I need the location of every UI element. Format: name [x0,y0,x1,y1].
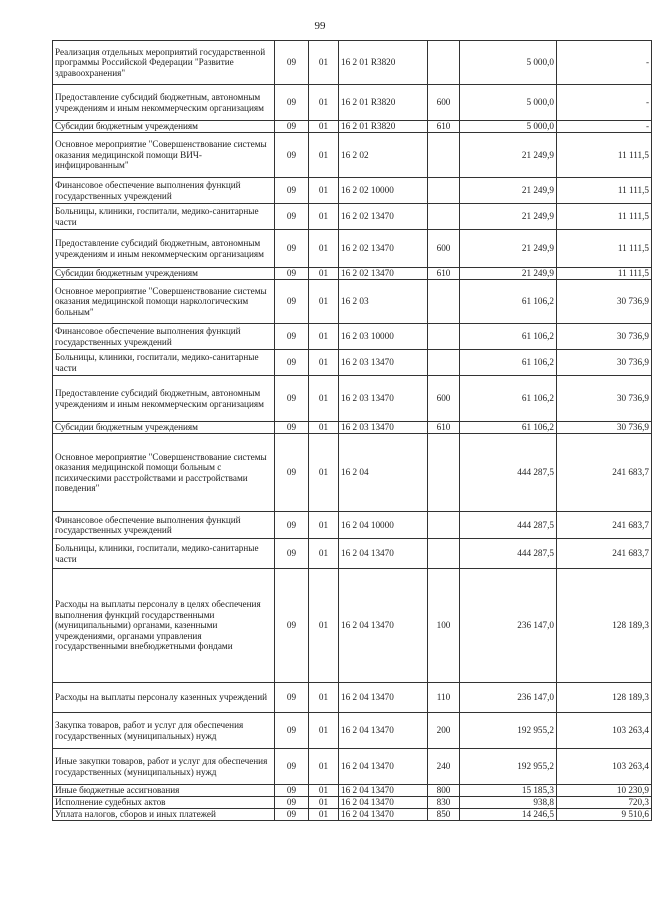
amount-cell-2: 103 263,4 [557,749,652,785]
item-name-cell: Основное мероприятие "Совершенствование системы оказания медицинской помощи больным с психическими расстройствами и расстройствами поведения" [53,434,275,512]
table-row [53,280,652,324]
table-row [53,121,652,133]
budget-table [52,40,652,821]
expense-type-cell [428,324,460,350]
item-name-cell: Иные бюджетные ассигнования [53,785,275,797]
section-code-cell: 09 [275,376,309,422]
amount-cell-1: 444 287,5 [460,434,557,512]
table-row [53,268,652,280]
subsection-code-cell: 01 [309,422,339,434]
amount-cell-1: 14 246,5 [460,809,557,821]
target-article-cell: 16 2 03 13470 [339,422,428,434]
table-row [53,512,652,539]
expense-type-cell [428,512,460,539]
subsection-code-cell: 01 [309,133,339,178]
item-name-cell: Больницы, клиники, госпитали, медико-санитарные части [53,204,275,230]
target-article-cell: 16 2 02 10000 [339,178,428,204]
table-row [53,41,652,85]
table-row [53,683,652,713]
subsection-code-cell: 01 [309,204,339,230]
target-article-cell: 16 2 04 13470 [339,797,428,809]
section-code-cell: 09 [275,713,309,749]
section-code-cell: 09 [275,350,309,376]
item-name-cell: Субсидии бюджетным учреждениям [53,422,275,434]
amount-cell-2: - [557,41,652,85]
target-article-cell: 16 2 02 13470 [339,230,428,268]
amount-cell-1: 15 185,3 [460,785,557,797]
item-name-cell: Исполнение судебных актов [53,797,275,809]
section-code-cell: 09 [275,683,309,713]
section-code-cell: 09 [275,41,309,85]
expense-type-cell [428,204,460,230]
item-name-cell: Финансовое обеспечение выполнения функций государственных учреждений [53,324,275,350]
subsection-code-cell: 01 [309,683,339,713]
amount-cell-2: - [557,121,652,133]
item-name-cell: Субсидии бюджетным учреждениям [53,121,275,133]
expense-type-cell: 600 [428,376,460,422]
table-row [53,350,652,376]
item-name-cell: Больницы, клиники, госпитали, медико-санитарные части [53,539,275,569]
amount-cell-2: 10 230,9 [557,785,652,797]
section-code-cell: 09 [275,512,309,539]
table-row [53,230,652,268]
item-name-cell: Расходы на выплаты персоналу казенных учреждений [53,683,275,713]
target-article-cell: 16 2 04 13470 [339,713,428,749]
amount-cell-2: 9 510,6 [557,809,652,821]
amount-cell-1: 61 106,2 [460,422,557,434]
amount-cell-1: 61 106,2 [460,324,557,350]
section-code-cell: 09 [275,539,309,569]
subsection-code-cell: 01 [309,350,339,376]
expense-type-cell [428,41,460,85]
expense-type-cell [428,350,460,376]
amount-cell-1: 21 249,9 [460,133,557,178]
section-code-cell: 09 [275,230,309,268]
target-article-cell: 16 2 03 [339,280,428,324]
target-article-cell: 16 2 03 13470 [339,350,428,376]
subsection-code-cell: 01 [309,178,339,204]
item-name-cell: Финансовое обеспечение выполнения функций государственных учреждений [53,178,275,204]
section-code-cell: 09 [275,569,309,683]
expense-type-cell: 610 [428,422,460,434]
subsection-code-cell: 01 [309,376,339,422]
item-name-cell: Уплата налогов, сборов и иных платежей [53,809,275,821]
amount-cell-1: 21 249,9 [460,268,557,280]
subsection-code-cell: 01 [309,539,339,569]
amount-cell-1: 21 249,9 [460,230,557,268]
amount-cell-1: 444 287,5 [460,512,557,539]
item-name-cell: Реализация отдельных мероприятий государственной программы Российской Федерации "Развитие здравоохранения" [53,41,275,85]
section-code-cell: 09 [275,797,309,809]
table-row [53,809,652,821]
expense-type-cell: 100 [428,569,460,683]
table-row [53,434,652,512]
amount-cell-1: 61 106,2 [460,376,557,422]
expense-type-cell [428,539,460,569]
subsection-code-cell: 01 [309,569,339,683]
amount-cell-1: 192 955,2 [460,749,557,785]
item-name-cell: Предоставление субсидий бюджетным, автономным учреждениям и иным некоммерческим организациям [53,376,275,422]
table-row [53,324,652,350]
section-code-cell: 09 [275,785,309,797]
amount-cell-2: 30 736,9 [557,376,652,422]
amount-cell-2: 11 111,5 [557,230,652,268]
amount-cell-2: 11 111,5 [557,268,652,280]
amount-cell-2: 128 189,3 [557,569,652,683]
amount-cell-2: 11 111,5 [557,204,652,230]
subsection-code-cell: 01 [309,268,339,280]
expense-type-cell [428,280,460,324]
section-code-cell: 09 [275,809,309,821]
amount-cell-2: - [557,85,652,121]
amount-cell-1: 192 955,2 [460,713,557,749]
target-article-cell: 16 2 02 13470 [339,204,428,230]
item-name-cell: Закупка товаров, работ и услуг для обеспечения государственных (муниципальных) нужд [53,713,275,749]
section-code-cell: 09 [275,749,309,785]
expense-type-cell: 200 [428,713,460,749]
subsection-code-cell: 01 [309,713,339,749]
amount-cell-2: 30 736,9 [557,324,652,350]
subsection-code-cell: 01 [309,324,339,350]
subsection-code-cell: 01 [309,749,339,785]
amount-cell-1: 444 287,5 [460,539,557,569]
expense-type-cell: 610 [428,268,460,280]
table-row [53,133,652,178]
table-row [53,797,652,809]
subsection-code-cell: 01 [309,785,339,797]
section-code-cell: 09 [275,121,309,133]
item-name-cell: Иные закупки товаров, работ и услуг для обеспечения государственных (муниципальных) нужд [53,749,275,785]
table-row [53,178,652,204]
expense-type-cell [428,133,460,178]
table-row [53,539,652,569]
expense-type-cell: 850 [428,809,460,821]
expense-type-cell: 800 [428,785,460,797]
amount-cell-1: 21 249,9 [460,178,557,204]
section-code-cell: 09 [275,422,309,434]
item-name-cell: Предоставление субсидий бюджетным, автономным учреждениям и иным некоммерческим организациям [53,85,275,121]
target-article-cell: 16 2 04 10000 [339,512,428,539]
amount-cell-1: 61 106,2 [460,350,557,376]
amount-cell-2: 103 263,4 [557,713,652,749]
amount-cell-1: 236 147,0 [460,569,557,683]
table-row [53,422,652,434]
subsection-code-cell: 01 [309,434,339,512]
section-code-cell: 09 [275,204,309,230]
section-code-cell: 09 [275,85,309,121]
amount-cell-2: 720,3 [557,797,652,809]
table-row [53,204,652,230]
expense-type-cell: 830 [428,797,460,809]
amount-cell-2: 11 111,5 [557,133,652,178]
target-article-cell: 16 2 02 [339,133,428,178]
subsection-code-cell: 01 [309,280,339,324]
item-name-cell: Расходы на выплаты персоналу в целях обеспечения выполнения функций государственными (муниципальными) органами, казенными учреждениями, органами управления государственными внебюджетными фондами [53,569,275,683]
amount-cell-1: 938,8 [460,797,557,809]
expense-type-cell: 600 [428,85,460,121]
table-row [53,569,652,683]
expense-type-cell: 600 [428,230,460,268]
target-article-cell: 16 2 02 13470 [339,268,428,280]
amount-cell-2: 241 683,7 [557,512,652,539]
section-code-cell: 09 [275,324,309,350]
page-number: 99 [314,20,326,32]
item-name-cell: Основное мероприятие "Совершенствование системы оказания медицинской помощи ВИЧ-инфицированным" [53,133,275,178]
table-row [53,785,652,797]
amount-cell-2: 241 683,7 [557,434,652,512]
expense-type-cell [428,434,460,512]
amount-cell-1: 236 147,0 [460,683,557,713]
table-row [53,713,652,749]
table-row [53,749,652,785]
target-article-cell: 16 2 04 13470 [339,683,428,713]
target-article-cell: 16 2 01 R3820 [339,41,428,85]
subsection-code-cell: 01 [309,230,339,268]
subsection-code-cell: 01 [309,797,339,809]
subsection-code-cell: 01 [309,85,339,121]
item-name-cell: Финансовое обеспечение выполнения функций государственных учреждений [53,512,275,539]
amount-cell-2: 241 683,7 [557,539,652,569]
target-article-cell: 16 2 01 R3820 [339,121,428,133]
amount-cell-2: 30 736,9 [557,422,652,434]
subsection-code-cell: 01 [309,512,339,539]
section-code-cell: 09 [275,280,309,324]
subsection-code-cell: 01 [309,809,339,821]
budget-table-body [53,41,652,821]
amount-cell-2: 30 736,9 [557,350,652,376]
amount-cell-2: 11 111,5 [557,178,652,204]
target-article-cell: 16 2 04 13470 [339,749,428,785]
target-article-cell: 16 2 03 13470 [339,376,428,422]
target-article-cell: 16 2 04 13470 [339,539,428,569]
amount-cell-1: 5 000,0 [460,85,557,121]
amount-cell-2: 128 189,3 [557,683,652,713]
amount-cell-1: 5 000,0 [460,121,557,133]
section-code-cell: 09 [275,434,309,512]
target-article-cell: 16 2 04 [339,434,428,512]
amount-cell-2: 30 736,9 [557,280,652,324]
target-article-cell: 16 2 04 13470 [339,785,428,797]
expense-type-cell: 610 [428,121,460,133]
amount-cell-1: 21 249,9 [460,204,557,230]
table-row [53,376,652,422]
amount-cell-1: 61 106,2 [460,280,557,324]
amount-cell-1: 5 000,0 [460,41,557,85]
target-article-cell: 16 2 01 R3820 [339,85,428,121]
target-article-cell: 16 2 04 13470 [339,569,428,683]
target-article-cell: 16 2 04 13470 [339,809,428,821]
item-name-cell: Основное мероприятие "Совершенствование системы оказания медицинской помощи наркологическим больным" [53,280,275,324]
section-code-cell: 09 [275,268,309,280]
expense-type-cell: 240 [428,749,460,785]
expense-type-cell: 110 [428,683,460,713]
section-code-cell: 09 [275,133,309,178]
table-row [53,85,652,121]
item-name-cell: Предоставление субсидий бюджетным, автономным учреждениям и иным некоммерческим организациям [53,230,275,268]
subsection-code-cell: 01 [309,41,339,85]
item-name-cell: Субсидии бюджетным учреждениям [53,268,275,280]
subsection-code-cell: 01 [309,121,339,133]
target-article-cell: 16 2 03 10000 [339,324,428,350]
section-code-cell: 09 [275,178,309,204]
expense-type-cell [428,178,460,204]
item-name-cell: Больницы, клиники, госпитали, медико-санитарные части [53,350,275,376]
